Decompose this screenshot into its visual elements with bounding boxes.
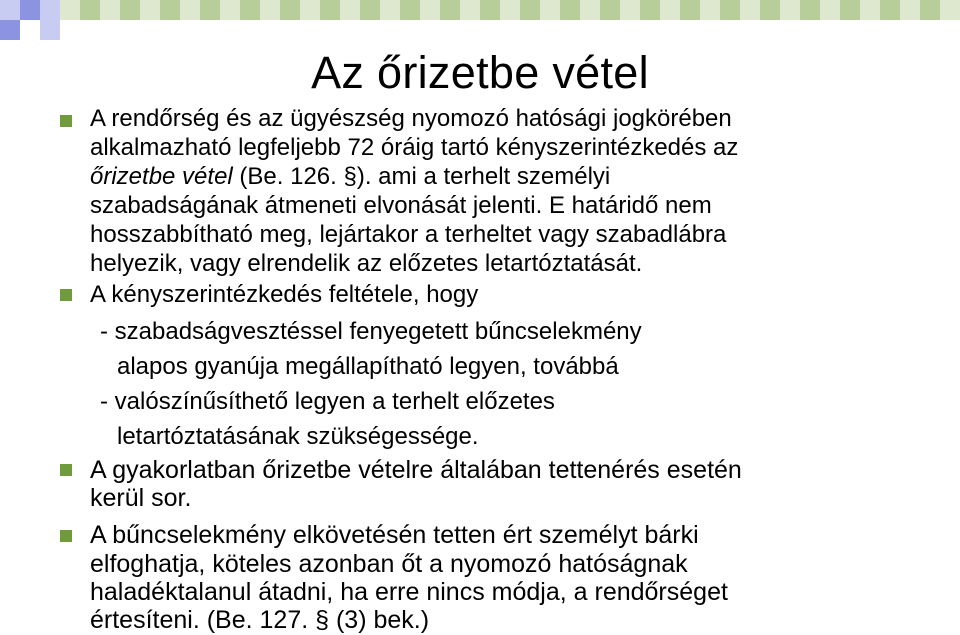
bullet-1-line-1: A rendőrség és az ügyészség nyomozó hatósági jogkörében [90, 105, 732, 132]
bullet-1-italic-term: őrizetbe vétel [90, 163, 233, 190]
bullet-3-line-2: kerül sor. [90, 484, 192, 512]
bullet-2-sub-1: - szabadságvesztéssel fenyegetett bűncselekmény [100, 318, 642, 345]
slide-title: Az őrizetbe vétel [311, 47, 649, 98]
bullet-1-line-3-rest: (Be. 126. §). ami a terhelt személyi [232, 163, 611, 190]
bullet-2-sub-3: - valószínűsíthető legyen a terhelt előzetes [100, 388, 555, 415]
bullet-4-line-3: haladéktalanul átadni, ha erre nincs módja, a rendőrséget [90, 578, 728, 606]
square-bullet-icon [60, 115, 72, 127]
square-bullet-icon [60, 289, 72, 301]
bullet-1-line-6: helyezik, vagy elrendelik az előzetes letartóztatását. [90, 250, 643, 277]
bullet-4-line-2: elfoghatja, köteles azonban őt a nyomozó hatóságnak [90, 550, 688, 578]
bullet-2-sub-2: alapos gyanúja megállapítható legyen, továbbá [117, 353, 619, 380]
bullet-4-line-4: értesíteni. (Be. 127. § (3) bek.) [90, 606, 430, 634]
bullet-2-sub-4: letartóztatásának szükségessége. [117, 423, 479, 450]
bullet-1-line-3 [90, 162, 940, 191]
bullet-1-line-2: alkalmazható legfeljebb 72 óráig tartó kényszerintézkedés az [90, 134, 739, 161]
square-bullet-icon [60, 464, 72, 476]
bullet-1-line-4: szabadságának átmeneti elvonását jelenti. E határidő nem [90, 192, 712, 219]
square-bullet-icon [60, 530, 72, 542]
bullet-2-line-1: A kényszerintézkedés feltétele, hogy [90, 281, 479, 308]
bullet-1-line-5: hosszabbítható meg, lejártakor a terheltet vagy szabadlábra [90, 221, 727, 248]
bullet-3-line-1: A gyakorlatban őrizetbe vételre általában tettenérés esetén [90, 456, 742, 484]
bullet-4-line-1: A bűncselekmény elkövetésén tetten ért személyt bárki [90, 521, 699, 549]
